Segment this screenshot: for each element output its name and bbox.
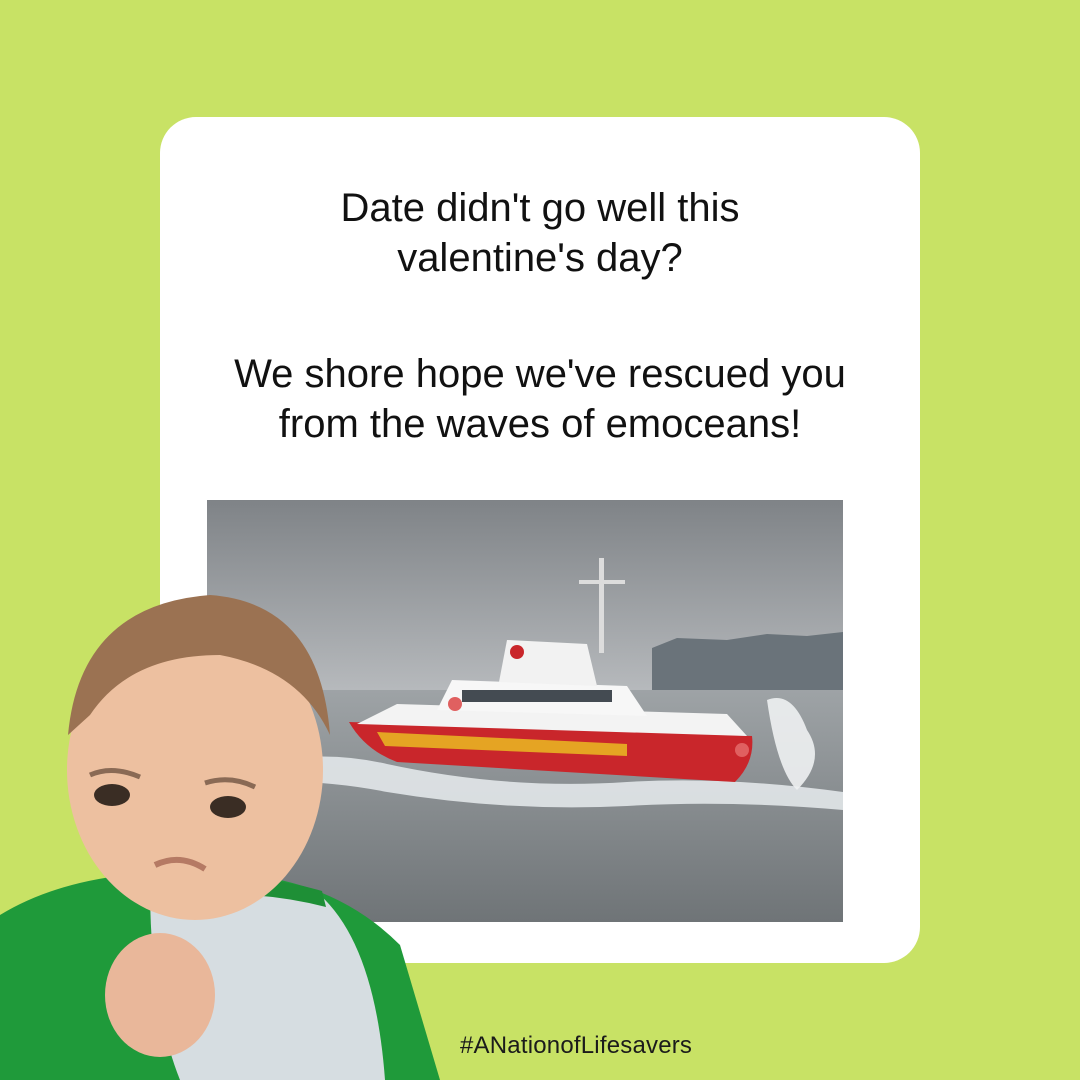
fist [105,933,215,1057]
left-eye [94,784,130,806]
success-kid-illustration [0,585,440,1080]
beacon [510,645,524,659]
mast-arm [579,580,625,584]
cabin-windows [462,690,612,702]
right-eye [210,796,246,818]
distant-island [652,632,843,695]
lifebuoy-left [448,697,462,711]
caption [160,183,920,449]
caption-line-4: from the waves of emoceans! [278,402,802,446]
caption-line-1: Date didn't go well this [340,186,740,230]
caption-line-3: We shore hope we've rescued you [234,352,846,396]
hashtag: #ANationofLifesavers [460,1032,693,1059]
caption-spacer [160,283,920,349]
mast [599,558,604,653]
caption-line-2: valentine's day? [397,236,683,280]
lifebuoy-right [735,743,749,757]
success-kid-photo [0,585,440,1080]
